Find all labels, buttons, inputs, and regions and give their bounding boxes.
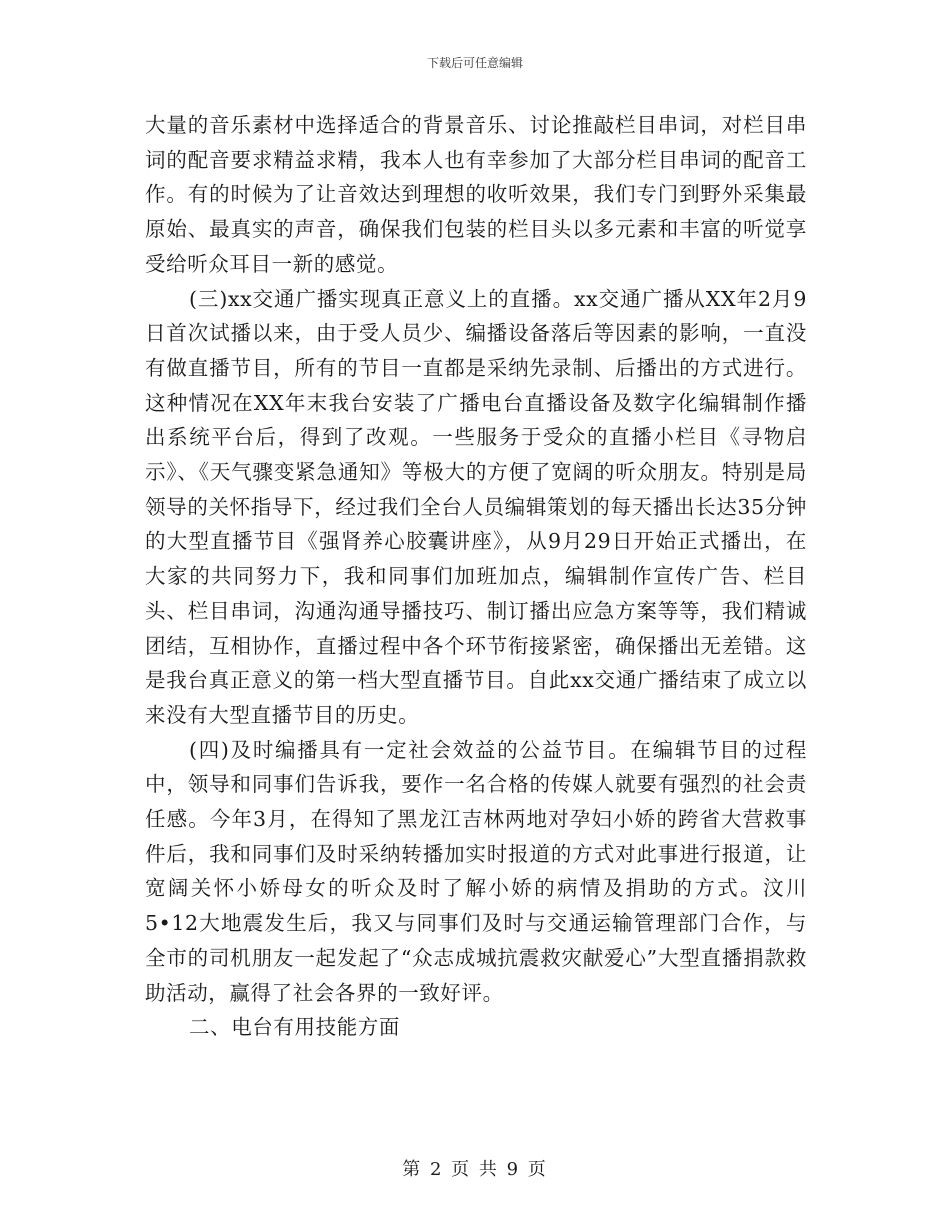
paragraph-section-three: (三)xx交通广播实现真正意义上的直播。xx交通广播从XX年2月9日首次试播以来，由于受人员少、编播设备落后等因素的影响，一直没有做直播节目，所有的节目一直都是采纳先录制、后播出的方式进行。这种情况在XX年末我台安装了广播电台直播设备及数字化编辑制作播出系统平台后，得到了改观。一些服务于受众的直播小栏目《寻物启示》、《天气骤变紧急通知》等极大的方便了宽阔的听众朋友。特别是局领导的关怀指导下，经过我们全台人员编辑策划的每天播出长达35分钟的大型直播节目《强肾养心胶囊讲座》，从9月29日开始正式播出，在大家的共同努力下，我和同事们加班加点，编辑制作宣传广告、栏目头、栏目串词，沟通沟通导播技巧、制订播出应急方案等等，我们精诚团结，互相协作，直播过程中各个环节衔接紧密，确保播出无差错。这是我台真正意义的第一档大型直播节目。自此xx交通广播结束了成立以来没有大型直播节目的历史。 (145, 286, 807, 727)
paragraph-section-four: (四)及时编播具有一定社会效益的公益节目。在编辑节目的过程中，领导和同事们告诉我，要作一名合格的传媒人就要有强烈的社会责任感。今年3月，在得知了黑龙江吉林两地对孕妇小娇的跨省大营救事件后，我和同事们及时采纳转播加实时报道的方式对此事进行报道，让宽阔关怀小娇母女的听众及时了解小娇的病情及捐助的方式。汶川5•12大地震发生后，我又与同事们及时与交通运输管理部门合作，与全市的司机朋友一起发起了“众志成城抗震救灾献爱心”大型直播捐款救助活动，赢得了社会各界的一致好评。 (145, 737, 807, 1005)
section-heading: 二、电台有用技能方面 (189, 1015, 400, 1040)
paragraph-continuation: 大量的音乐素材中选择适合的背景音乐、讨论推敲栏目串词，对栏目串词的配音要求精益求精，我本人也有幸参加了大部分栏目串词的配音工作。有的时候为了让音效达到理想的收听效果，我们专门到野外采集最原始、最真实的声音，确保我们包装的栏目头以多元素和丰富的听觉享受给听众耳目一新的感觉。 (145, 113, 807, 276)
page-number-footer: 第 2 页 共 9 页 (402, 1159, 548, 1180)
document-body (145, 108, 807, 1045)
page-header: 下载后可任意编辑 (426, 56, 523, 70)
